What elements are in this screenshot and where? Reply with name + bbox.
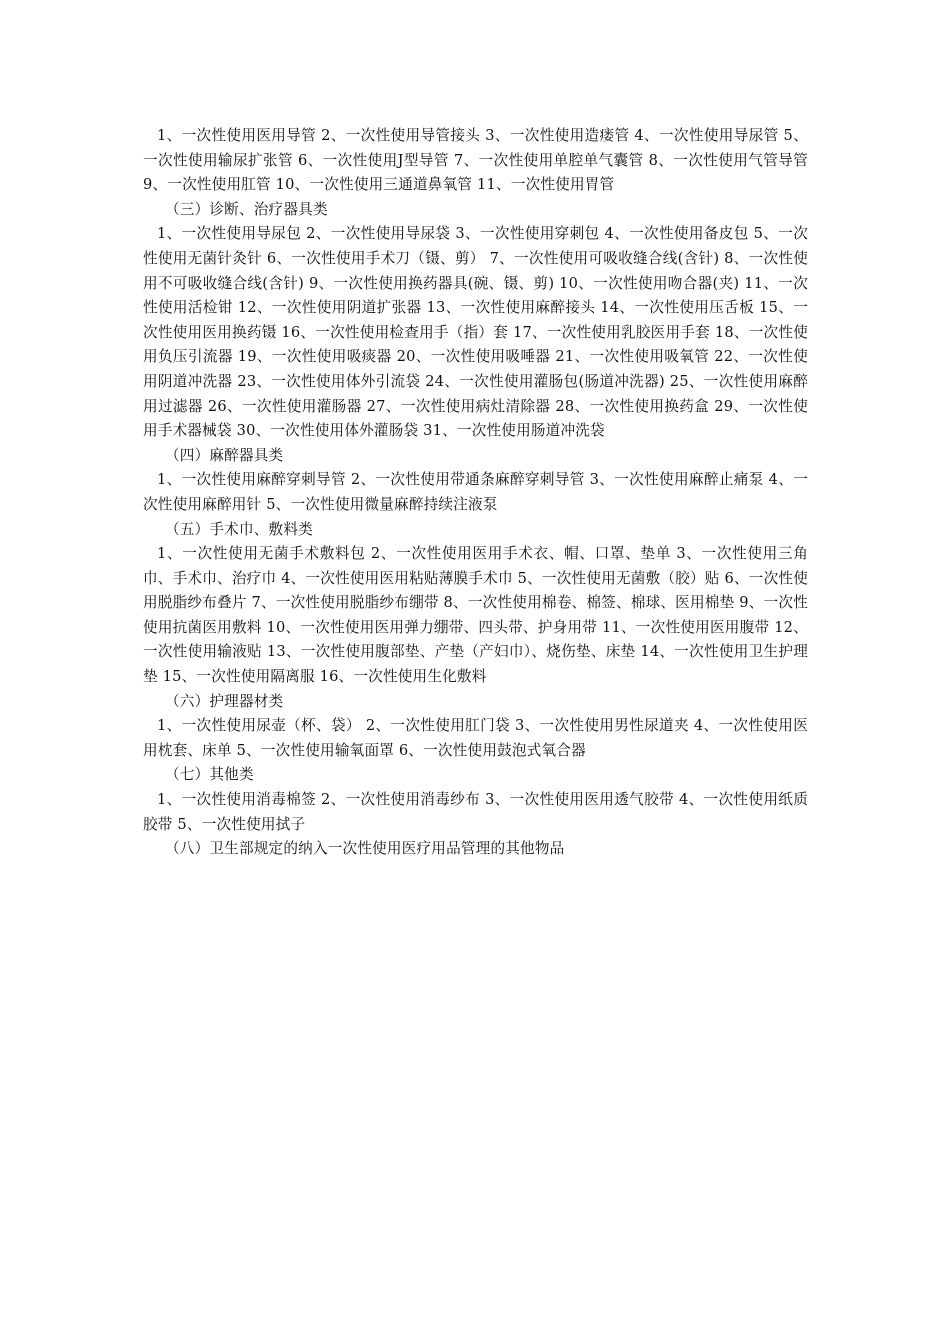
paragraph-diagnosis-treatment-list: 1、一次性使用导尿包 2、一次性使用导尿袋 3、一次性使用穿刺包 4、一次性使用备皮包 5、一次性使用无菌针灸针 6、一次性使用手术刀（镊、剪） 7、一次性使用可吸收缝合线(含针) 8、一次性使用不可吸收缝合线(含针) 9、一次性使用换药器具(碗、镊、剪) 10、一次性使用吻合器(夹) 11、一次性使用活检钳 12、一次性使用阴道扩张器 13、一次性使用麻醉接头 14、一次性使用压舌板 15、一次性使用医用换药镊 16、一次性使用检查用手（指）套 17、一次性使用乳胶医用手套 18、一次性使用负压引流器 19、一次性使用吸痰器 20、一次性使用吸唾器 21、一次性使用吸氧管 22、一次性使用阴道冲洗器 23、一次性使用体外引流袋 24、一次性使用灌肠包(肠道冲洗器) 25、一次性使用麻醉用过滤器 26、一次性使用灌肠器 27、一次性使用病灶清除器 28、一次性使用换药盒 29、一次性使用手术器械袋 30、一次性使用体外灌肠袋 31、一次性使用肠道冲洗袋 xyxy=(143,225,808,440)
section-heading-others: （七）其他类 xyxy=(165,766,254,784)
paragraph-nursing-equipment-list: 1、一次性使用尿壶（杯、袋） 2、一次性使用肛门袋 3、一次性使用男性尿道夹 4、一次性使用医用枕套、床单 5、一次性使用输氧面罩 6、一次性使用鼓泡式氧合器 xyxy=(143,717,808,759)
paragraph-catheter-list: 1、一次性使用医用导管 2、一次性使用导管接头 3、一次性使用造瘘管 4、一次性使用导尿管 5、一次性使用输尿扩张管 6、一次性使用J型导管 7、一次性使用单腔单气囊管 8、一次性使用气管导管 9、一次性使用肛管 10、一次性使用三通道鼻氧管 11、一次性使用胃管 xyxy=(143,127,808,194)
document-body xyxy=(143,124,808,862)
paragraph-surgical-dressings-list: 1、一次性使用无菌手术敷料包 2、一次性使用医用手术衣、帽、口罩、垫单 3、一次性使用三角巾、手术巾、治疗巾 4、一次性使用医用粘贴薄膜手术巾 5、一次性使用无菌敷（胶）贴 6、一次性使用脱脂纱布叠片 7、一次性使用脱脂纱布绷带 8、一次性使用棉卷、棉签、棉球、医用棉垫 9、一次性使用抗菌医用敷料 10、一次性使用医用弹力绷带、四头带、护身用带 11、一次性使用医用腹带 12、一次性使用输液贴 13、一次性使用腹部垫、产垫（产妇巾）、烧伤垫、床垫 14、一次性使用卫生护理垫 15、一次性使用隔离服 16、一次性使用生化敷料 xyxy=(143,545,808,686)
section-heading-surgical-dressings: （五）手术巾、敷料类 xyxy=(165,520,313,538)
section-heading-ministry-items: （八）卫生部规定的纳入一次性使用医疗用品管理的其他物品 xyxy=(165,840,565,858)
paragraph-anesthesia-list: 1、一次性使用麻醉穿刺导管 2、一次性使用带通条麻醉穿刺导管 3、一次性使用麻醉止痛泵 4、一次性使用麻醉用针 5、一次性使用微量麻醉持续注液泵 xyxy=(143,471,808,513)
section-heading-diagnosis-treatment: （三）诊断、治疗器具类 xyxy=(165,200,328,218)
section-heading-anesthesia: （四）麻醉器具类 xyxy=(165,446,284,464)
section-heading-nursing-equipment: （六）护理器材类 xyxy=(165,692,284,710)
paragraph-others-list: 1、一次性使用消毒棉签 2、一次性使用消毒纱布 3、一次性使用医用透气胶带 4、一次性使用纸质胶带 5、一次性使用拭子 xyxy=(143,791,808,833)
